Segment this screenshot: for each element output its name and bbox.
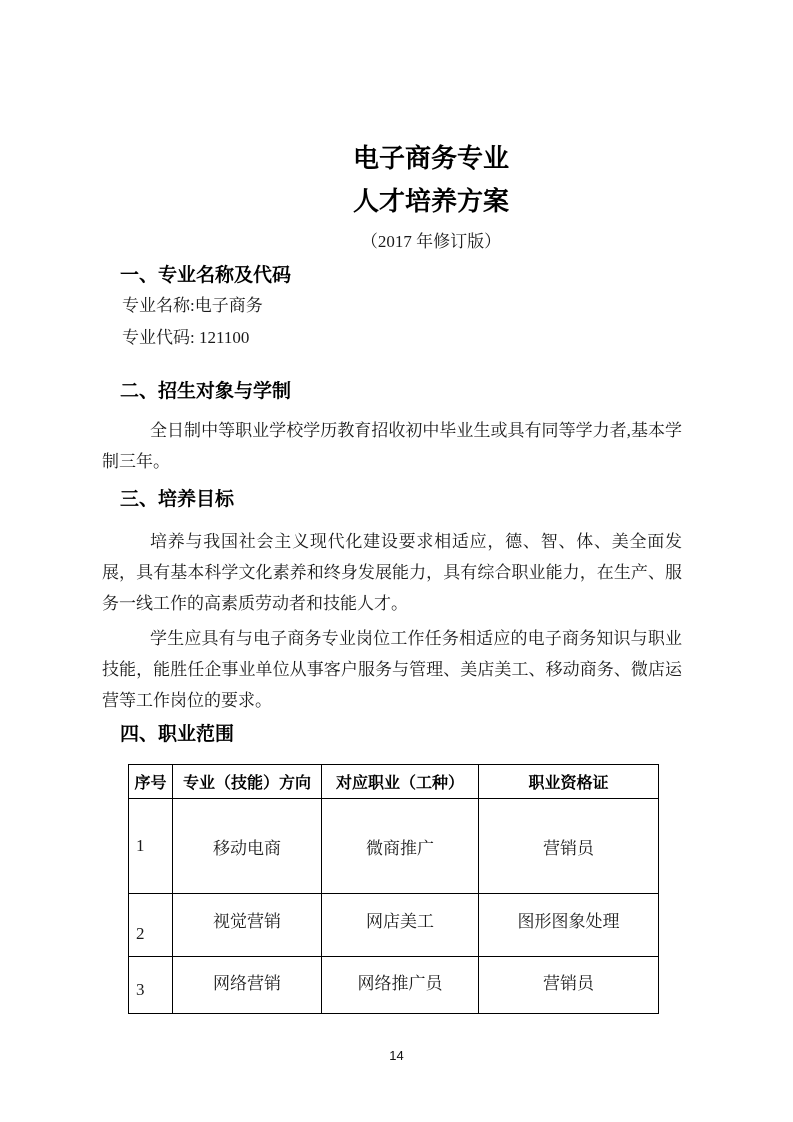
- header-cell-certificate: 职业资格证: [479, 765, 659, 799]
- section-heading-2: 二、招生对象与学制: [120, 381, 292, 402]
- table-row: [129, 894, 659, 957]
- cell-occupation: 网店美工: [322, 894, 479, 957]
- table-header-row: [129, 765, 659, 799]
- cell-occupation: 网络推广员: [322, 957, 479, 1014]
- cell-certificate: 营销员: [479, 799, 659, 894]
- table-row: [129, 957, 659, 1014]
- cell-direction: 网络营销: [173, 957, 322, 1014]
- header-cell-direction: 专业（技能）方向: [173, 765, 322, 799]
- page-number: 14: [389, 1048, 404, 1063]
- major-name-line: 专业名称:电子商务: [122, 296, 263, 315]
- occupation-table: [128, 764, 659, 1014]
- cell-row-no: 3: [129, 957, 173, 1014]
- header-cell-no: 序号: [129, 765, 173, 799]
- section-heading-3: 三、培养目标: [120, 489, 235, 510]
- section-heading-4: 四、职业范围: [120, 724, 235, 745]
- enrollment-paragraph: 全日制中等职业学校学历教育招收初中毕业生或具有同等学力者,基本学制三年。: [102, 421, 682, 471]
- doc-title-line1: 电子商务专业: [352, 143, 509, 173]
- cell-certificate: 营销员: [479, 957, 659, 1014]
- title-block: [102, 141, 682, 254]
- cell-direction: 视觉营销: [173, 894, 322, 957]
- cell-row-no: 2: [129, 894, 173, 957]
- major-code-line: 专业代码: 121100: [122, 328, 250, 347]
- doc-title-line2: 人才培养方案: [352, 186, 509, 216]
- section-heading-1: 一、专业名称及代码: [120, 265, 292, 286]
- training-goal-paragraph-1: 培养与我国社会主义现代化建设要求相适应，德、智、体、美全面发展，具有基本科学文化素养和终身发展能力，具有综合职业能力，在生产、服务一线工作的高素质劳动者和技能人才。: [102, 532, 682, 613]
- cell-occupation: 微商推广: [322, 799, 479, 894]
- cell-direction: 移动电商: [173, 799, 322, 894]
- header-cell-occupation: 对应职业（工种）: [322, 765, 479, 799]
- table-row: [129, 799, 659, 894]
- edition-note: （2017 年修订版）: [360, 232, 502, 251]
- cell-row-no: 1: [129, 799, 173, 894]
- training-goal-paragraph-2: 学生应具有与电子商务专业岗位工作任务相适应的电子商务知识与职业技能，能胜任企事业单位从事客户服务与管理、美店美工、移动商务、微店运营等工作岗位的要求。: [102, 629, 682, 710]
- cell-certificate: 图形图象处理: [479, 894, 659, 957]
